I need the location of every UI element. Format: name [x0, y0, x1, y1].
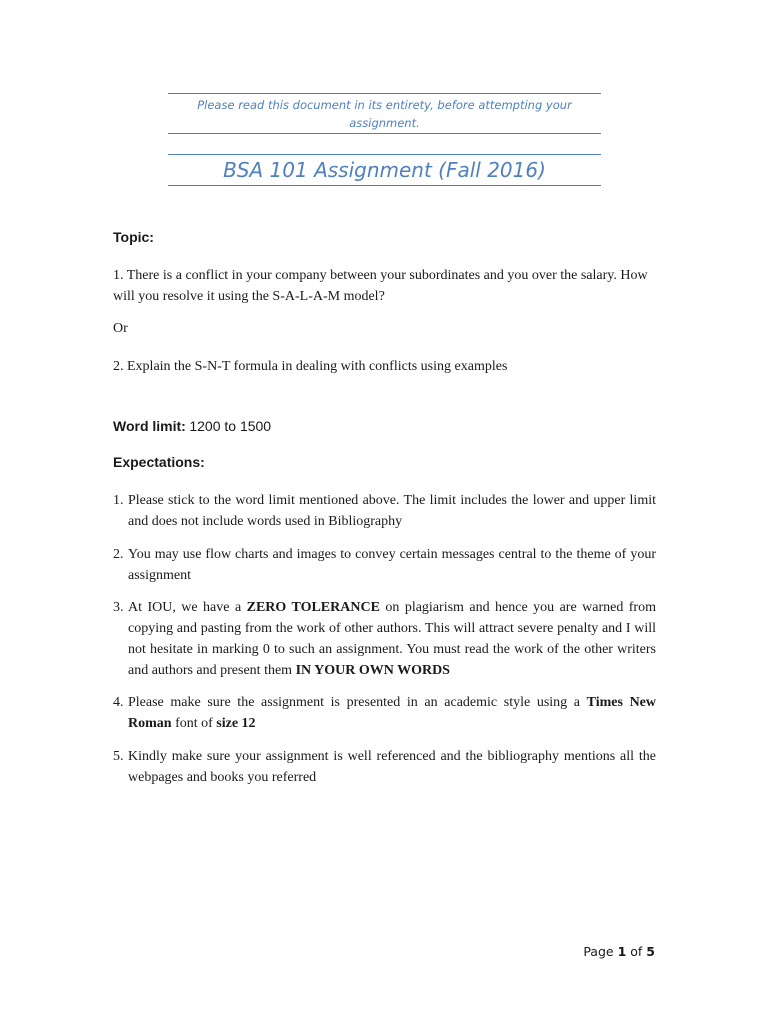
expectation-number: 4.	[113, 695, 124, 710]
expectation-text: You may use flow charts and images to convey certain messages central to the theme of your assignment	[128, 547, 656, 583]
bold-run: IN YOUR OWN WORDS	[295, 663, 450, 678]
page-total: 5	[646, 944, 655, 959]
expectation-text: Please stick to the word limit mentioned above. The limit includes the lower and upper limit and does not include words used in Bibliography	[128, 493, 656, 529]
topic-or: Or	[113, 321, 128, 336]
expectation-item-3	[113, 597, 656, 681]
expectation-item-2	[113, 544, 656, 586]
word-limit	[113, 416, 658, 438]
word-limit-label: Word limit:	[113, 418, 186, 434]
page-number: 1	[617, 944, 627, 959]
expectation-number: 3.	[113, 600, 124, 615]
expectation-item-1	[113, 490, 656, 532]
expectation-number: 2.	[113, 547, 124, 562]
instruction-notice: Please read this document in its entirety, before attempting your assignment.	[168, 93, 601, 134]
bold-run: Times New Roman	[128, 695, 657, 731]
expectation-text	[128, 597, 656, 681]
expectation-item-5	[113, 746, 656, 788]
document-title: BSA 101 Assignment (Fall 2016)	[168, 154, 601, 186]
expectation-item-4	[113, 692, 656, 734]
topic-question-2: 2. Explain the S-N-T formula in dealing with conflicts using examples	[113, 359, 508, 374]
text-run: Please make sure the assignment is presented in an academic style using a	[128, 695, 587, 710]
text-run: on plagiarism and hence you are warned from copying and pasting from the work of other authors. This will attract severe penalty and I will not hesitate in marking 0 to such an assignment. You must read the work of the other writers and authors and present them	[128, 600, 656, 678]
expectation-number: 5.	[113, 749, 124, 764]
expectation-number: 1.	[113, 493, 124, 508]
of-label: of	[630, 944, 643, 959]
text-run: At IOU, we have a	[128, 600, 247, 615]
expectation-text	[128, 692, 656, 734]
topic-heading: Topic:	[113, 229, 154, 245]
topic-question-1: 1. There is a conflict in your company between your subordinates and you over the salary. How will you resolve it using the S-A-L-A-M model?	[113, 268, 648, 304]
expectation-text: Kindly make sure your assignment is well referenced and the bibliography mentions all the webpages and books you referred	[128, 749, 656, 785]
page-label: Page	[583, 944, 614, 959]
word-limit-value: 1200 to 1500	[189, 418, 272, 434]
bold-run: size 12	[216, 716, 256, 731]
page-footer	[583, 944, 655, 959]
expectations-heading: Expectations:	[113, 454, 205, 470]
text-run: font of	[171, 716, 217, 731]
bold-run: ZERO TOLERANCE	[246, 600, 380, 615]
